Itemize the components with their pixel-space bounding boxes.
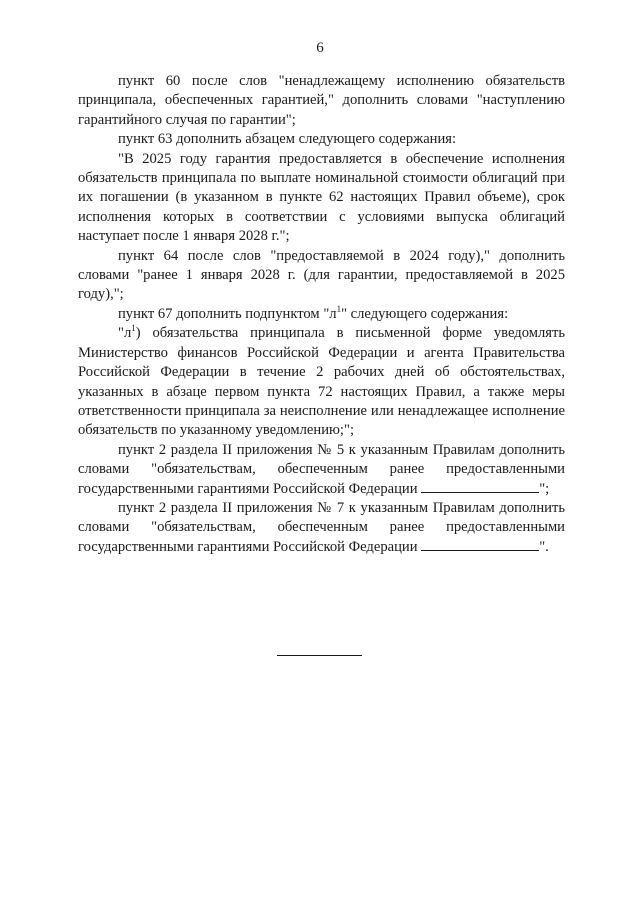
prilozhenie-7-tail: ". <box>539 538 549 555</box>
paragraph-punkt-63: пункт 63 дополнить абзацем следующего содержания: <box>118 131 457 148</box>
paragraph-prilozhenie-7 <box>78 499 565 557</box>
punkt-67-text-before: пункт 67 дополнить подпунктом "л <box>118 305 337 322</box>
subpunkt-l1-superscript: 1 <box>131 323 136 334</box>
paragraph-punkt-67 <box>78 305 565 324</box>
punkt-67-superscript: 1 <box>336 304 342 315</box>
paragraph-punkt-64: пункт 64 после слов "предоставляемой в 2024 году)," дополнить словами "ранее 1 января 2028 г. (для гарантии, предоставляемой в 2025 году),"; <box>78 247 565 303</box>
subpunkt-l1-text-before: "л <box>118 325 132 342</box>
paragraph-punkt-60: пункт 60 после слов "ненадлежащему исполнению обязательств принципала, обеспеченных гарантией," дополнить словами "наступлению гарантийного случая по гарантии"; <box>78 73 565 128</box>
prilozhenie-5-tail: "; <box>539 480 550 497</box>
document-body <box>78 72 565 557</box>
blank-underline <box>421 538 539 551</box>
prilozhenie-5-text: пункт 2 раздела II приложения № 5 к указанным Правилам дополнить словами "обязательствам, обеспеченным ранее предоставленными государственными гарантиями Российской Федерации <box>78 441 565 497</box>
paragraph-subpunkt-l1 <box>78 324 565 440</box>
blank-underline <box>421 480 539 493</box>
paragraph-punkt-63-text: "В 2025 году гарантия предоставляется в обеспечение исполнения обязательств принципала по выплате номинальной стоимости облигаций при их погашении (в указанном в пункте 62 настоящих Правил объеме), срок исполнения которых в соответствии с условиями выпуска облигаций наступает после 1 января 2028 г."; <box>78 150 565 245</box>
page-number: 6 <box>316 40 324 56</box>
punkt-67-text-after: " следующего содержания: <box>341 305 509 322</box>
prilozhenie-7-text: пункт 2 раздела II приложения № 7 к указанным Правилам дополнить словами "обязательствам, обеспеченным ранее предоставленными государственными гарантиями Российской Федерации <box>78 499 565 555</box>
paragraph-prilozhenie-5 <box>78 441 565 499</box>
subpunkt-l1-text-after: ) обязательства принципала в письменной форме уведомлять Министерство финансов Российской Федерации и агента Правительства Российской Федерации в течение 2 рабочих дней об обстоятельствах, указанных в абзаце первом пункта 72 настоящих Правил, а также меры ответственности принципала за неисполнение или ненадлежащее исполнение обязательств по указанному уведомлению;"; <box>78 325 565 439</box>
end-separator-line <box>277 655 362 656</box>
